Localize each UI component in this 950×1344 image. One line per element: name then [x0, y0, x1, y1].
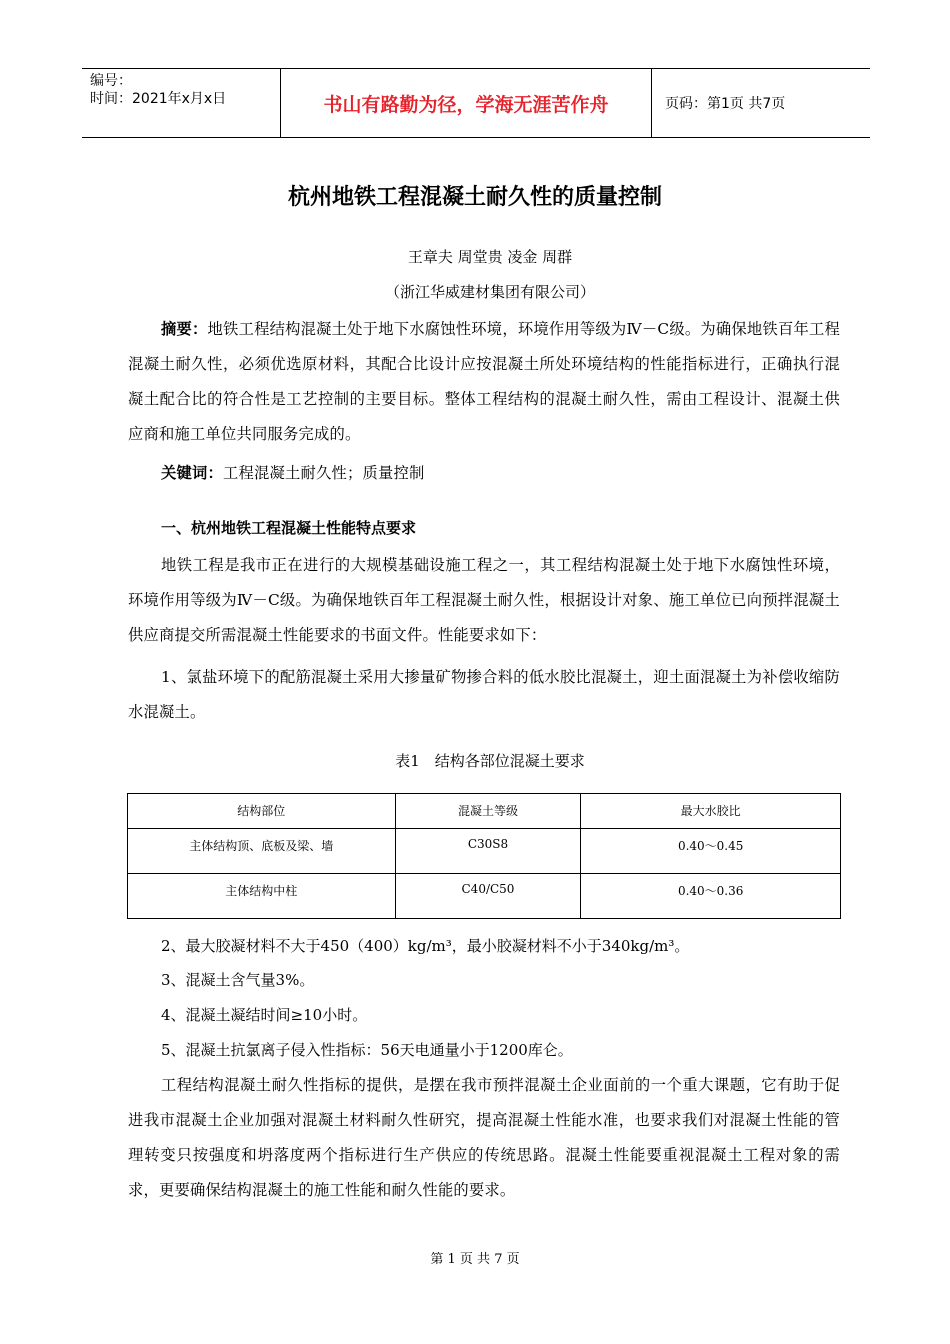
abstract: [128, 312, 840, 452]
requirement-item-1: 1、氯盐环境下的配筋混凝土采用大掺量矿物掺合料的低水胶比混凝土，迎土面混凝土为补偿收缩防水混凝土。: [128, 668, 840, 721]
page-footer: 第 1 页 共 7 页: [430, 1252, 520, 1267]
table-cell: 0.40～0.45: [581, 829, 841, 874]
table-header-cell: 结构部位: [128, 794, 396, 829]
section-heading: 一、杭州地铁工程混凝土性能特点要求: [161, 519, 417, 537]
closing-paragraph: 工程结构混凝土耐久性指标的提供，是摆在我市预拌混凝土企业面前的一个重大课题，它有助于促进我市混凝土企业加强对混凝土材料耐久性研究，提高混凝土性能水准，也要求我们对混凝土性能的管理转变只按强度和坍落度两个指标进行生产供应的传统思路。混凝土性能要重视混凝土工程对象的需求，更要确保结构混凝土的施工性能和耐久性能的要求。: [128, 1076, 840, 1199]
requirement-item-3: 3、混凝土含气量3%。: [161, 971, 315, 989]
table-cell: 主体结构中柱: [128, 874, 396, 919]
keywords-label: 关键词：: [161, 464, 223, 482]
table-cell: 主体结构顶、底板及梁、墙: [128, 829, 396, 874]
affiliation: （浙江华威建材集团有限公司）: [384, 283, 595, 301]
table-header-row: [128, 794, 841, 829]
requirement-item-2: 2、最大胶凝材料不大于450（400）kg/m³，最小胶凝材料不小于340kg/m³。: [161, 937, 690, 955]
table-caption: 表1 结构各部位混凝土要求: [395, 752, 585, 770]
keywords: [128, 456, 840, 491]
document-title: 杭州地铁工程混凝土耐久性的质量控制: [287, 185, 662, 210]
table-row: [128, 829, 841, 874]
table-row: [128, 874, 841, 919]
section-paragraph: 地铁工程是我市正在进行的大规模基础设施工程之一，其工程结构混凝土处于地下水腐蚀性环境，环境作用等级为Ⅳ－C级。为确保地铁百年工程混凝土耐久性，根据设计对象、施工单位已向预拌混凝土供应商提交所需混凝土性能要求的书面文件。性能要求如下：: [128, 556, 840, 644]
requirement-item-5: 5、混凝土抗氯离子侵入性指标：56天电通量小于1200库仑。: [161, 1041, 573, 1059]
authors: 王章夫 周堂贵 凌金 周群: [407, 248, 573, 266]
abstract-label: 摘要：: [161, 320, 208, 338]
header-motto: 书山有路勤为径，学海无涯苦作舟: [280, 69, 652, 137]
header-time: 时间：2021年x月x日: [90, 91, 227, 107]
document-header: [82, 68, 870, 138]
keywords-text: 工程混凝土耐久性；质量控制: [223, 464, 425, 482]
table-header-cell: 最大水胶比: [581, 794, 841, 829]
table-cell: C30S8: [395, 829, 581, 874]
table-header-cell: 混凝土等级: [395, 794, 581, 829]
table-cell: 0.40～0.36: [581, 874, 841, 919]
abstract-text: 地铁工程结构混凝土处于地下水腐蚀性环境，环境作用等级为Ⅳ－C级。为确保地铁百年工程混凝土耐久性，必须优选原材料，其配合比设计应按混凝土所处环境结构的性能指标进行，正确执行混凝土配合比的符合性是工艺控制的主要目标。整体工程结构的混凝土耐久性，需由工程设计、混凝土供应商和施工单位共同服务完成的。: [128, 320, 840, 443]
requirement-item-4: 4、混凝土凝结时间≥10小时。: [161, 1006, 368, 1024]
header-number: 编号：: [90, 73, 132, 89]
header-meta: [82, 69, 280, 137]
table-cell: C40/C50: [395, 874, 581, 919]
requirements-table: [127, 793, 841, 919]
header-page-code: 页码：第1页 共7页: [665, 96, 786, 112]
